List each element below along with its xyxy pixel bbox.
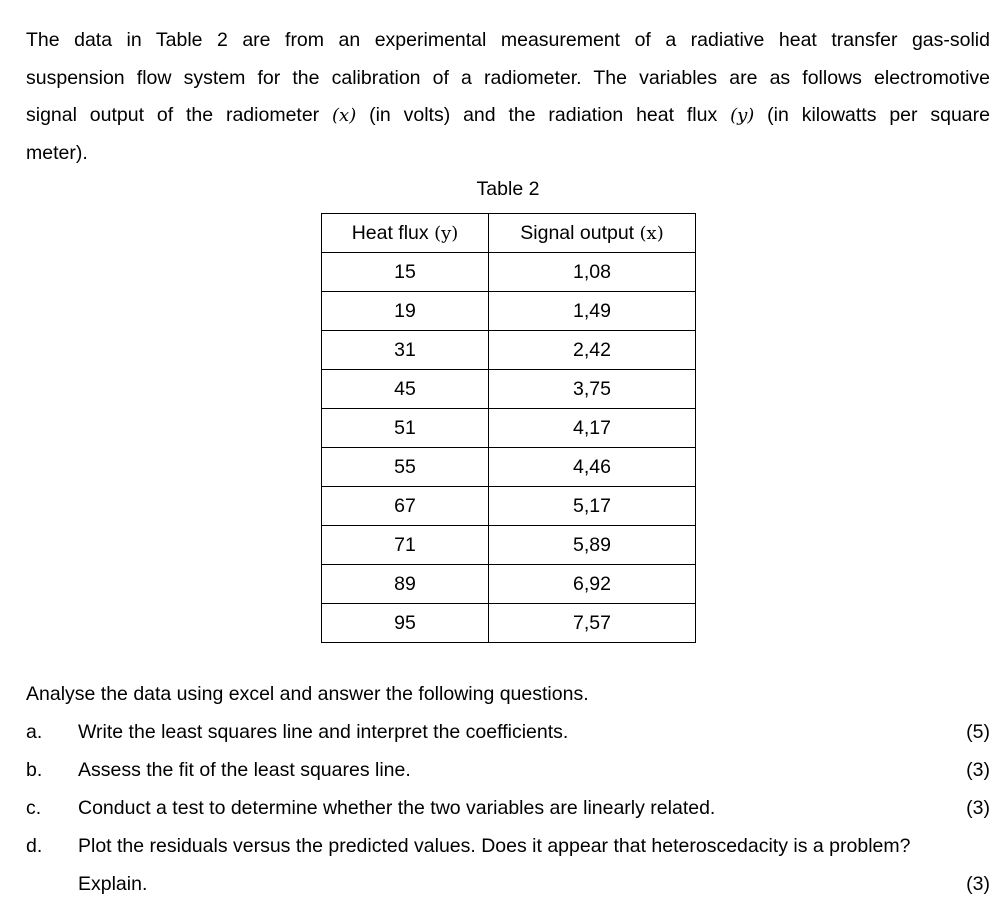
variable-y: (y) (730, 105, 755, 126)
table-row (322, 565, 696, 604)
heat-flux-cell: 55 (322, 448, 489, 487)
heat-flux-cell: 45 (322, 370, 489, 409)
signal-output-cell: 7,57 (489, 604, 696, 643)
signal-output-cell: 1,49 (489, 292, 696, 331)
question-marks: (3) (966, 797, 990, 819)
signal-output-cell: 1,08 (489, 253, 696, 292)
signal-output-cell: 6,92 (489, 565, 696, 604)
signal-output-cell: 4,46 (489, 448, 696, 487)
question-marks: (5) (966, 721, 990, 743)
table-row (322, 253, 696, 292)
header-signal-output (489, 214, 696, 253)
question-b (26, 751, 990, 789)
table-row (322, 487, 696, 526)
data-table (321, 213, 696, 643)
question-text: Assess the fit of the least squares line. (78, 759, 411, 781)
signal-output-cell: 2,42 (489, 331, 696, 370)
intro-paragraph (26, 22, 990, 172)
question-letter: a. (26, 721, 43, 743)
intro-line-3-part-b: (in volts) and the radiation heat flux (356, 104, 731, 126)
heat-flux-cell: 95 (322, 604, 489, 643)
signal-output-cell: 4,17 (489, 409, 696, 448)
header-signal-output-label: Signal output (520, 221, 640, 244)
question-d (26, 827, 990, 903)
heat-flux-cell: 19 (322, 292, 489, 331)
table-row (322, 292, 696, 331)
question-marks: (3) (966, 759, 990, 781)
question-letter: c. (26, 797, 42, 819)
intro-line-3-part-c: (in kilowatts per square (754, 104, 990, 126)
question-letter: b. (26, 759, 43, 781)
signal-output-cell: 5,89 (489, 526, 696, 565)
heat-flux-cell: 51 (322, 409, 489, 448)
heat-flux-cell: 31 (322, 331, 489, 370)
table-row (322, 448, 696, 487)
intro-line-1: The data in Table 2 are from an experimental measurement of a radiative heat transfer gas-solid (26, 29, 990, 51)
intro-line-3 (26, 97, 990, 135)
signal-output-cell: 5,17 (489, 487, 696, 526)
heat-flux-cell: 67 (322, 487, 489, 526)
heat-flux-cell: 71 (322, 526, 489, 565)
header-signal-output-var: (x) (639, 222, 664, 244)
table-row (322, 331, 696, 370)
intro-line-2: suspension flow system for the calibration of a radiometer. The variables are as follows electromotive (26, 66, 990, 89)
question-text: Plot the residuals versus the predicted values. Does it appear that heteroscedacity is a problem? (78, 835, 911, 857)
header-heat-flux-var: (y) (434, 222, 459, 244)
header-heat-flux (322, 214, 489, 253)
heat-flux-cell: 15 (322, 253, 489, 292)
question-text: Write the least squares line and interpret the coefficients. (78, 721, 569, 743)
table-row (322, 409, 696, 448)
table-row (322, 526, 696, 565)
instructions: Analyse the data using excel and answer the following questions. (26, 683, 589, 705)
question-marks: (3) (966, 873, 990, 895)
heat-flux-cell: 89 (322, 565, 489, 604)
question-c (26, 789, 990, 827)
table-caption: Table 2 (476, 178, 540, 200)
question-text-continued: Explain. (78, 873, 148, 895)
intro-line-4: meter). (26, 141, 88, 164)
question-a (26, 713, 990, 751)
table-row (322, 604, 696, 643)
header-heat-flux-label: Heat flux (351, 221, 435, 244)
signal-output-cell: 3,75 (489, 370, 696, 409)
question-letter: d. (26, 835, 43, 857)
variable-x: (x) (332, 105, 357, 126)
intro-line-3-part-a: signal output of the radiometer (26, 104, 333, 126)
table-row (322, 370, 696, 409)
table-header-row (322, 214, 696, 253)
question-text: Conduct a test to determine whether the two variables are linearly related. (78, 797, 716, 819)
